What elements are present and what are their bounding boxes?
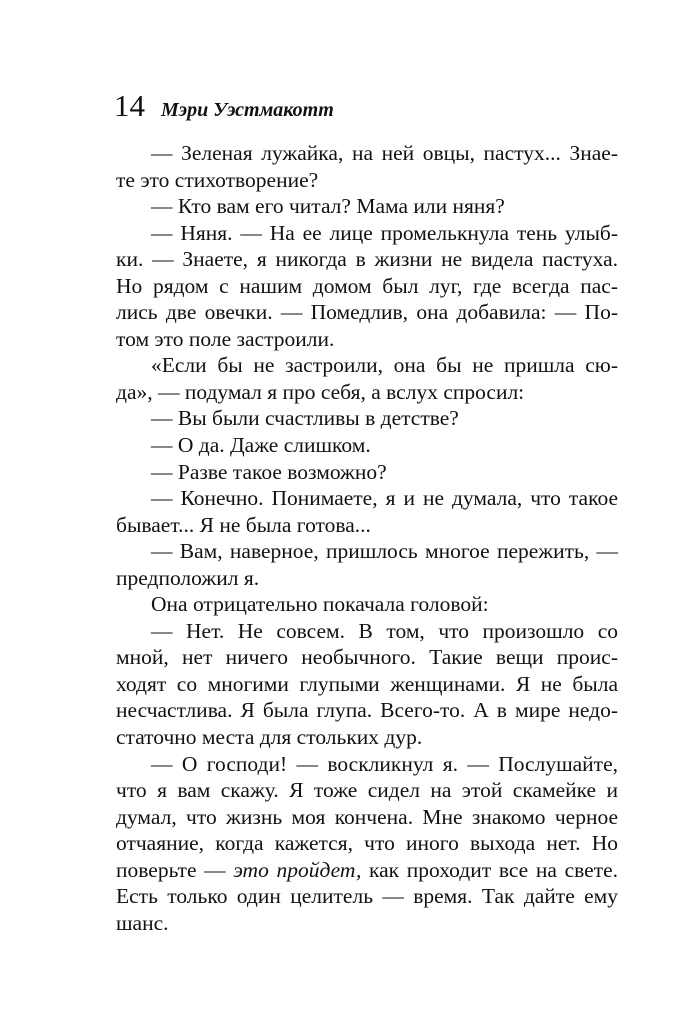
text-line: Есть только один целитель — время. Так дайте ему	[116, 884, 618, 909]
page-number: 14	[114, 88, 145, 123]
text-line: ки. — Знаете, я никогда в жизни не видела пастуха.	[116, 247, 618, 272]
text-line: предположил я.	[116, 565, 260, 590]
text-line: Но рядом с нашим домом был луг, где всегда пас-	[116, 273, 618, 298]
text-line: да», — подумал я про себя, а вслух спросил:	[116, 379, 525, 404]
text-line: — Разве такое возможно?	[151, 459, 387, 484]
text-line: — Няня. — На ее лице промелькнула тень улыб-	[151, 220, 618, 245]
text-line-with-emphasis	[116, 857, 618, 884]
text-line: мной, нет ничего необычного. Такие вещи проис-	[116, 645, 618, 670]
text-line: ходят со многими глупыми женщинами. Я не была	[116, 671, 618, 696]
text-segment: как проходит все на свете.	[361, 857, 619, 882]
text-line: — Вы были счастливы в детстве?	[151, 406, 459, 431]
text-line: — О господи! — воскликнул я. — Послушайте,	[151, 751, 618, 776]
text-line: несчастлива. Я была глупа. Всего-то. А в мире недо-	[116, 698, 618, 723]
running-head-author: Мэри Уэстмакотт	[161, 99, 334, 121]
text-line: статочно места для стольких дур.	[116, 725, 423, 750]
text-line: «Если бы не застроили, она бы не пришла сю-	[151, 353, 618, 378]
page-header	[114, 86, 614, 126]
text-line: том это поле застроили.	[116, 326, 335, 351]
text-line: те это стихотворение?	[116, 167, 319, 192]
text-line: отчаяние, когда кажется, что иного выхода нет. Но	[116, 831, 618, 856]
body-text	[116, 140, 618, 936]
text-line: — Вам, наверное, пришлось многое пережить, —	[151, 539, 618, 564]
text-line: лись две овечки. — Помедлив, она добавила: — По-	[116, 300, 618, 325]
text-line: — Кто вам его читал? Мама или няня?	[151, 194, 505, 219]
text-segment: поверьте —	[116, 857, 234, 882]
text-line: — О да. Даже слишком.	[151, 433, 371, 458]
text-line: Она отрицательно покачала головой:	[151, 592, 489, 617]
text-line: шанс.	[116, 910, 169, 935]
text-line: — Конечно. Понимаете, я и не думала, что такое	[151, 486, 618, 511]
text-line: бывает... Я не была готова...	[116, 512, 371, 537]
text-line: что я вам скажу. Я тоже сидел на этой скамейке и	[116, 778, 618, 803]
text-line: — Нет. Не совсем. В том, что произошло со	[151, 618, 618, 643]
text-line: думал, что жизнь моя кончена. Мне знакомо черное	[116, 804, 618, 829]
text-line: — Зеленая лужайка, на ней овцы, пастух... Знае-	[151, 141, 618, 165]
emphasized-text: это пройдет,	[233, 857, 362, 882]
